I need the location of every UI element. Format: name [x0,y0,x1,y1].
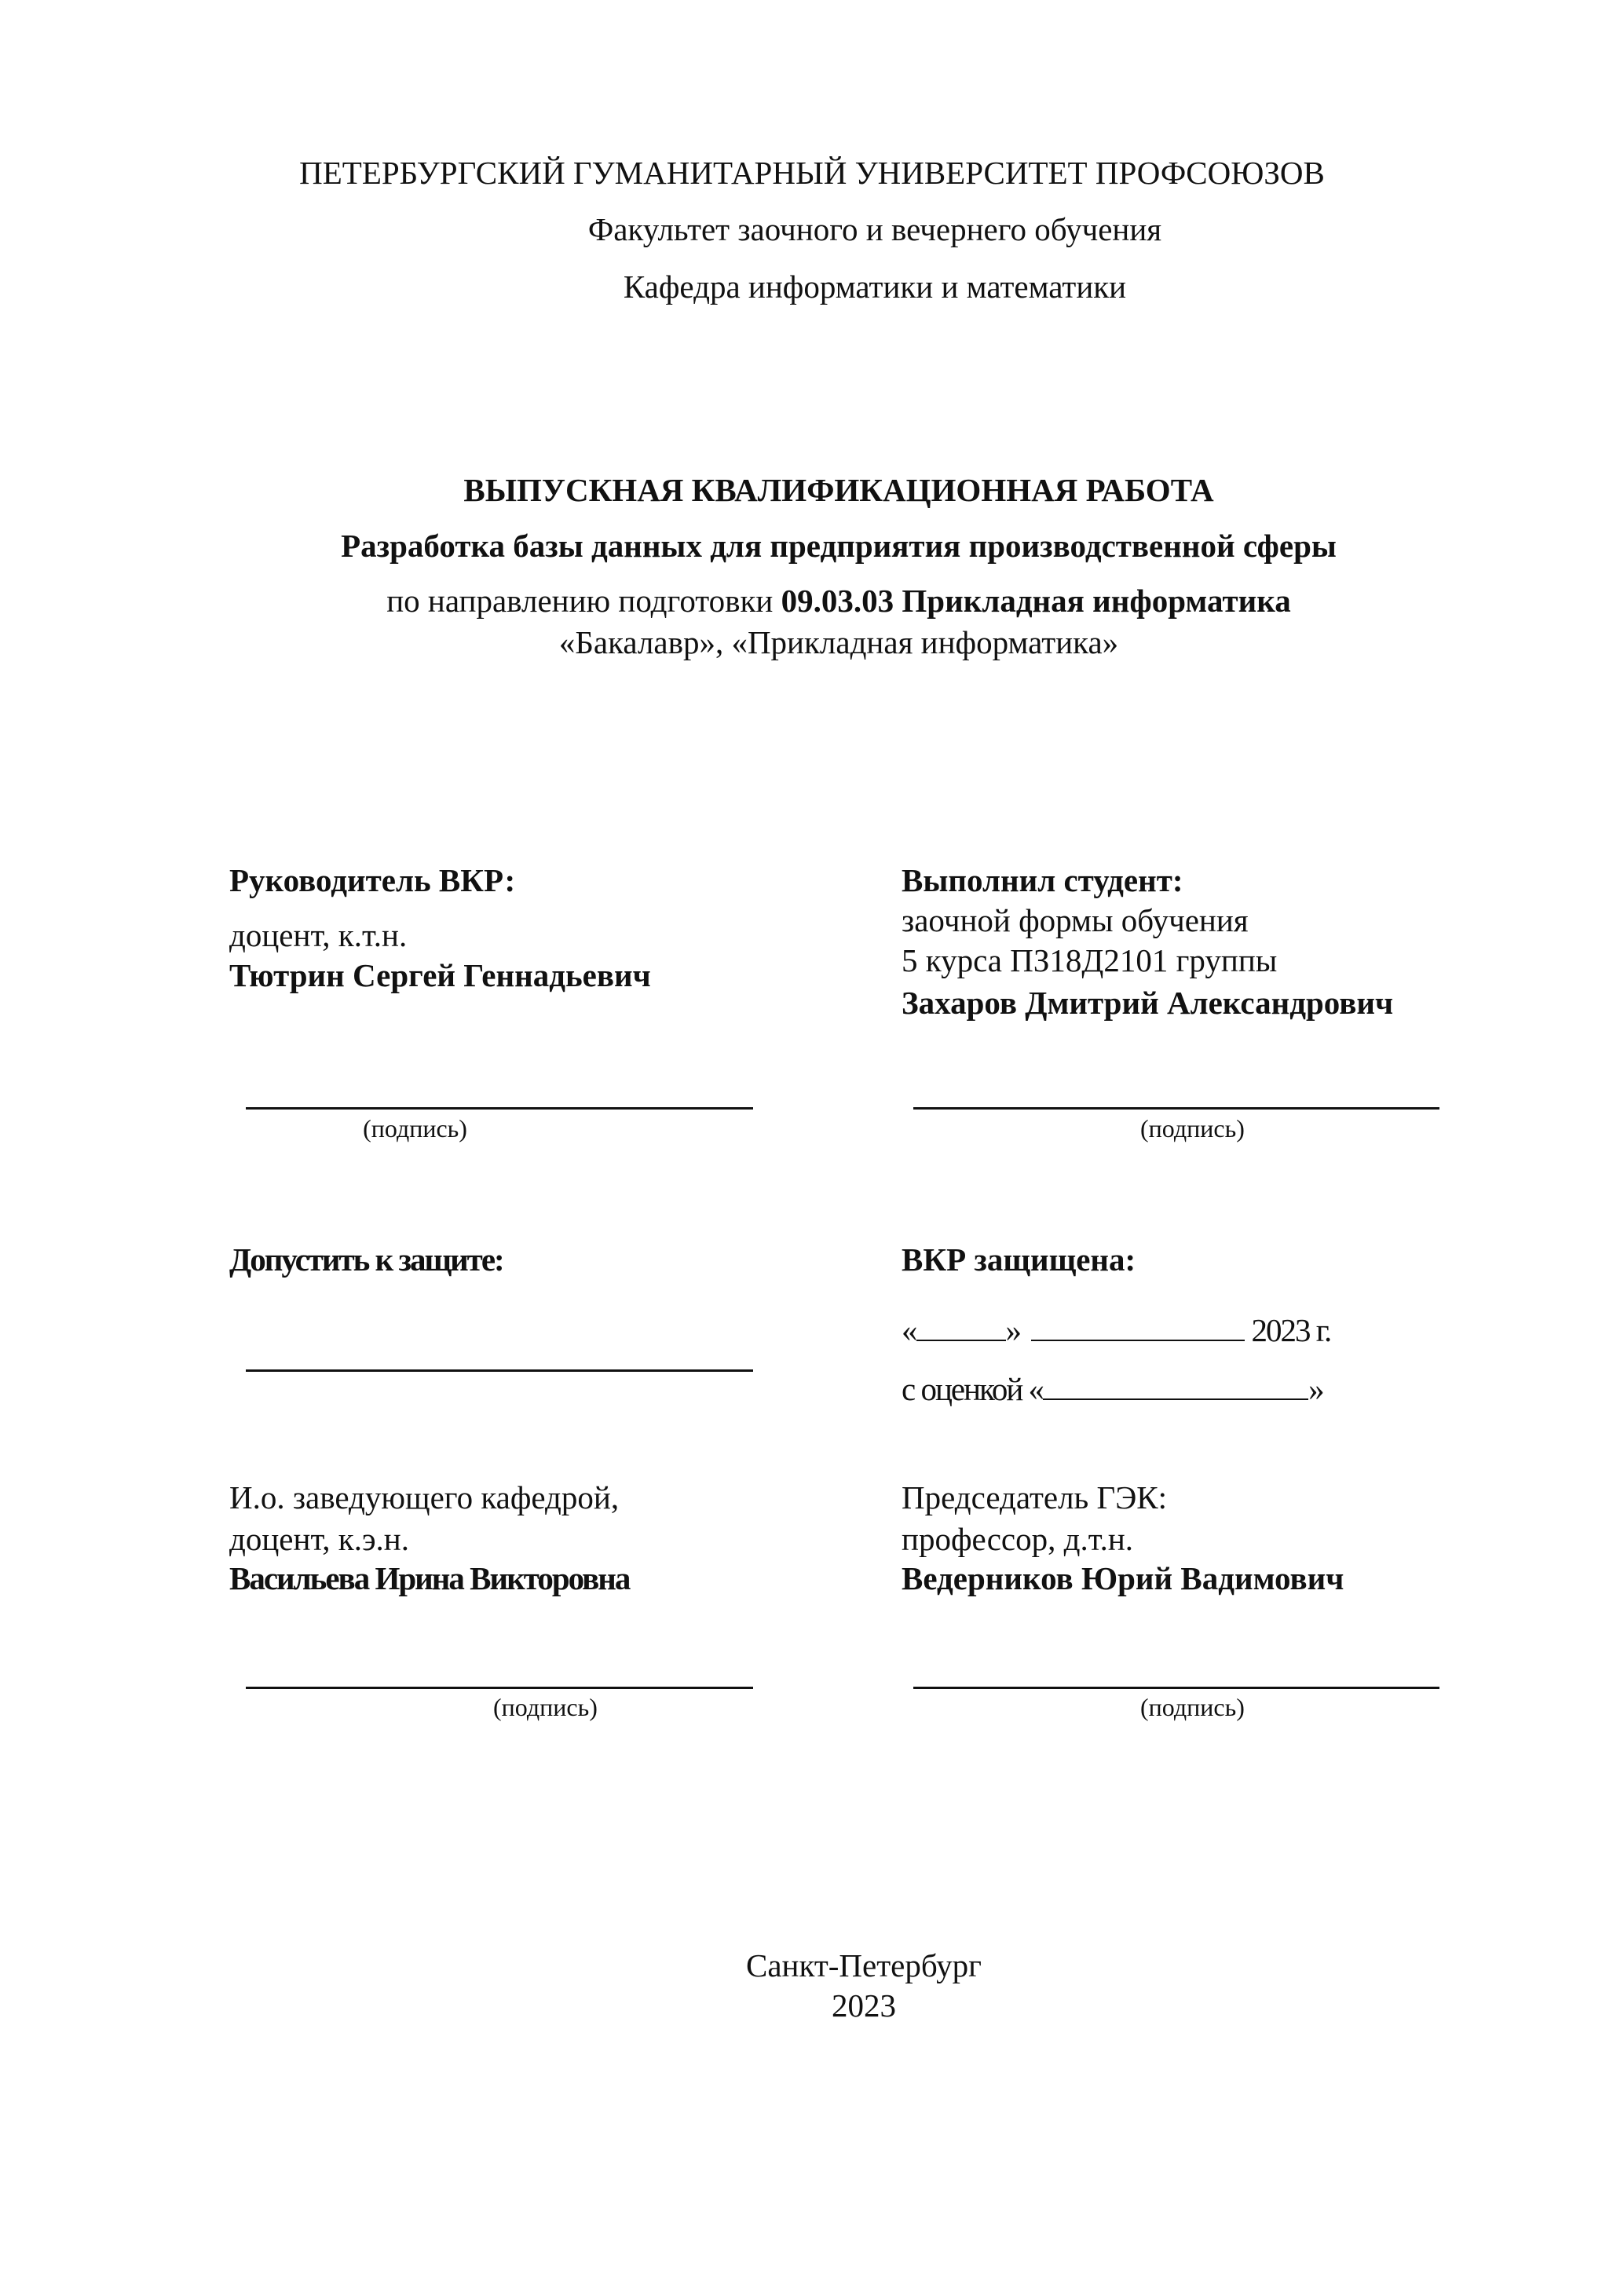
university-name: ПЕТЕРБУРГСКИЙ ГУМАНИТАРНЫЙ УНИВЕРСИТЕТ ПРОФСОЮЗОВ [299,155,1325,191]
student-name: Захаров Дмитрий Александрович [902,985,1394,1021]
head-name: Васильева Ирина Викторовна [229,1560,630,1596]
date-close-quote: » [1005,1312,1020,1348]
footer-city: Санкт-Петербург [746,1947,982,1983]
work-type-title: ВЫПУСКНАЯ КВАЛИФИКАЦИОННАЯ РАБОТА [463,472,1214,508]
student-heading: Выполнил студент: [902,862,1183,898]
defense-grade-line [902,1370,1323,1408]
student-signature-line [913,1107,1439,1110]
head-signature-caption: (подпись) [493,1693,598,1721]
head-position-line2: доцент, к.э.н. [229,1521,409,1557]
defense-year: 2023 г. [1251,1312,1331,1348]
work-topic: Разработка базы данных для предприятия производственной сферы [341,528,1337,564]
supervisor-signature-line [246,1107,753,1110]
chair-position-line2: профессор, д.т.н. [902,1521,1134,1557]
chair-signature-caption: (подпись) [1140,1693,1245,1721]
head-position-line1: И.о. заведующего кафедрой, [229,1479,620,1515]
day-blank [916,1313,1006,1341]
student-signature-caption: (подпись) [1140,1114,1245,1143]
footer-year: 2023 [832,1987,896,2024]
admission-signature-line [246,1369,753,1372]
date-open-quote: « [902,1312,916,1348]
admission-heading: Допустить к защите: [229,1241,503,1278]
direction-code: 09.03.03 Прикладная информатика [781,583,1291,619]
grade-blank [1043,1372,1308,1400]
chair-name: Ведерников Юрий Вадимович [902,1560,1344,1596]
student-study-form: заочной формы обучения [902,902,1249,938]
supervisor-position: доцент, к.т.н. [229,917,408,953]
supervisor-name: Тютрин Сергей Геннадьевич [229,957,651,993]
direction-line [27,582,1624,620]
defense-date-line [902,1311,1330,1349]
head-signature-line [246,1687,753,1689]
supervisor-heading: Руководитель ВКР: [229,862,516,898]
faculty-name: Факультет заочного и вечернего обучения [587,211,1162,247]
direction-prefix: по направлению подготовки [386,583,781,619]
chair-position-line1: Председатель ГЭК: [902,1479,1168,1515]
grade-prefix: с оценкой « [902,1371,1044,1407]
supervisor-signature-caption: (подпись) [363,1114,467,1143]
grade-suffix: » [1308,1371,1323,1407]
degree-level: «Бакалавр», «Прикладная информатика» [558,624,1119,660]
month-blank [1031,1313,1245,1341]
student-group: 5 курса ПЗ18Д2101 группы [902,942,1278,978]
defense-heading: ВКР защищена: [902,1241,1136,1278]
chair-signature-line [913,1687,1439,1689]
department-name: Кафедра информатики и математики [623,269,1127,305]
